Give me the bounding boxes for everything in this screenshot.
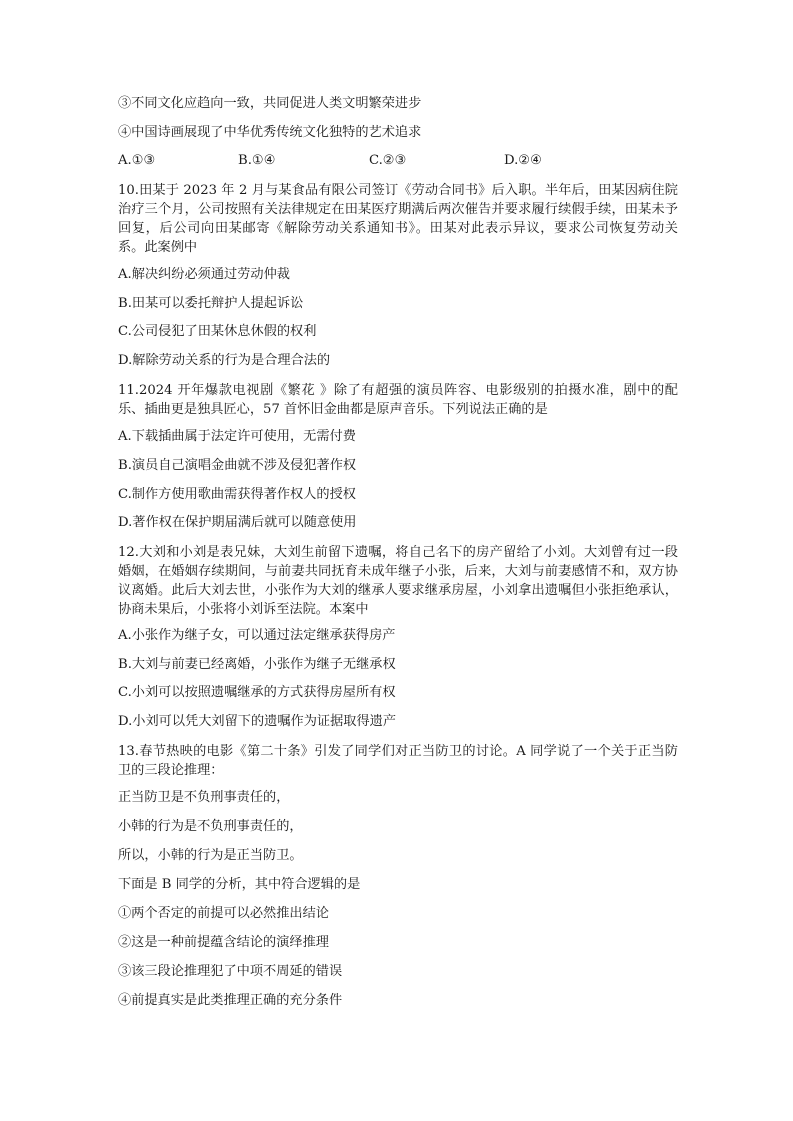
q9-option-d: D.②④	[504, 153, 542, 168]
q10-option-a: A.解决纠纷必须通过劳动仲裁	[118, 267, 290, 282]
q13-item-1: ①两个否定的前提可以必然推出结论	[118, 906, 329, 921]
q9-option-b: B.①④	[238, 153, 276, 168]
q11-stem: 11.2024 开年爆款电视剧《繁花 》除了有超强的演员阵容、电影级别的拍摄水准，剧中的配乐、插曲更是独具匠心，57 首怀旧金曲都是原声音乐。下列说法正确的是	[118, 383, 678, 417]
q9-option-a: A.①③	[118, 153, 156, 168]
q12-option-a: A.小张作为继子女，可以通过法定继承获得房产	[118, 628, 396, 643]
q9-item-3: ③不同文化应趋向一致，共同促进人类文明繁荣进步	[118, 96, 422, 111]
q11-option-c: C.制作方使用歌曲需获得著作权人的授权	[118, 487, 356, 502]
q10-stem: 10.田某于 2023 年 2 月与某食品有限公司签订《劳动合同书》后入职。半年后，田某因病住院治疗三个月，公司按照有关法律规定在田某医疗期满后两次催告并要求履行续假手续，田某未予回复，后公司向田某邮寄《解除劳动关系通知书》。田某对此表示异议，要求公司恢复劳动关系。此案例中	[118, 183, 678, 255]
q13-item-2: ②这是一种前提蕴含结论的演绎推理	[118, 935, 329, 950]
q13-premise-2: 小韩的行为是不负刑事责任的，	[118, 819, 303, 834]
q11-option-d: D.著作权在保护期届满后就可以随意使用	[118, 515, 357, 530]
q12-option-c: C.小刘可以按照遗嘱继承的方式获得房屋所有权	[118, 685, 396, 700]
q13-premise-1: 正当防卫是不负刑事责任的，	[118, 790, 290, 805]
q10-option-c: C.公司侵犯了田某休息休假的权利	[118, 324, 317, 339]
q9-item-4: ④中国诗画展现了中华优秀传统文化独特的艺术追求	[118, 125, 422, 140]
q9-options	[118, 152, 678, 172]
q12-stem: 12.大刘和小刘是表兄妹，大刘生前留下遗嘱，将自己名下的房产留给了小刘。大刘曾有过一段婚姻，在婚姻存续期间，与前妻共同抚育未成年继子小张，后来，大刘与前妻感情不和，双方协议离婚。此后大刘去世，小张作为大刘的继承人要求继承房屋，小刘拿出遗嘱但小张拒绝承认，协商未果后，小张将小刘诉至法院。本案中	[118, 545, 678, 617]
q12-option-b: B.大刘与前妻已经离婚，小张作为继子无继承权	[118, 657, 396, 672]
q13-item-4: ④前提真实是此类推理正确的充分条件	[118, 993, 343, 1008]
q11-option-a: A.下载插曲属于法定许可使用，无需付费	[118, 429, 356, 444]
q13-lead: 下面是 B 同学的分析，其中符合逻辑的是	[118, 877, 361, 892]
q11-option-b: B.演员自己演唱金曲就不涉及侵犯著作权	[118, 458, 357, 473]
q10-option-b: B.田某可以委托辩护人提起诉讼	[118, 296, 304, 311]
q13-item-3: ③该三段论推理犯了中项不周延的错误	[118, 964, 343, 979]
q13-stem: 13.春节热映的电影《第二十条》引发了同学们对正当防卫的讨论。A 同学说了一个关于正当防卫的三段论推理：	[118, 744, 678, 778]
q10-option-d: D.解除劳动关系的行为是合理合法的	[118, 353, 331, 368]
q9-option-c: C.②③	[369, 153, 407, 168]
q12-option-d: D.小刘可以凭大刘留下的遗嘱作为证据取得遗产	[118, 714, 397, 729]
q13-conclusion: 所以，小韩的行为是正当防卫。	[118, 848, 303, 863]
